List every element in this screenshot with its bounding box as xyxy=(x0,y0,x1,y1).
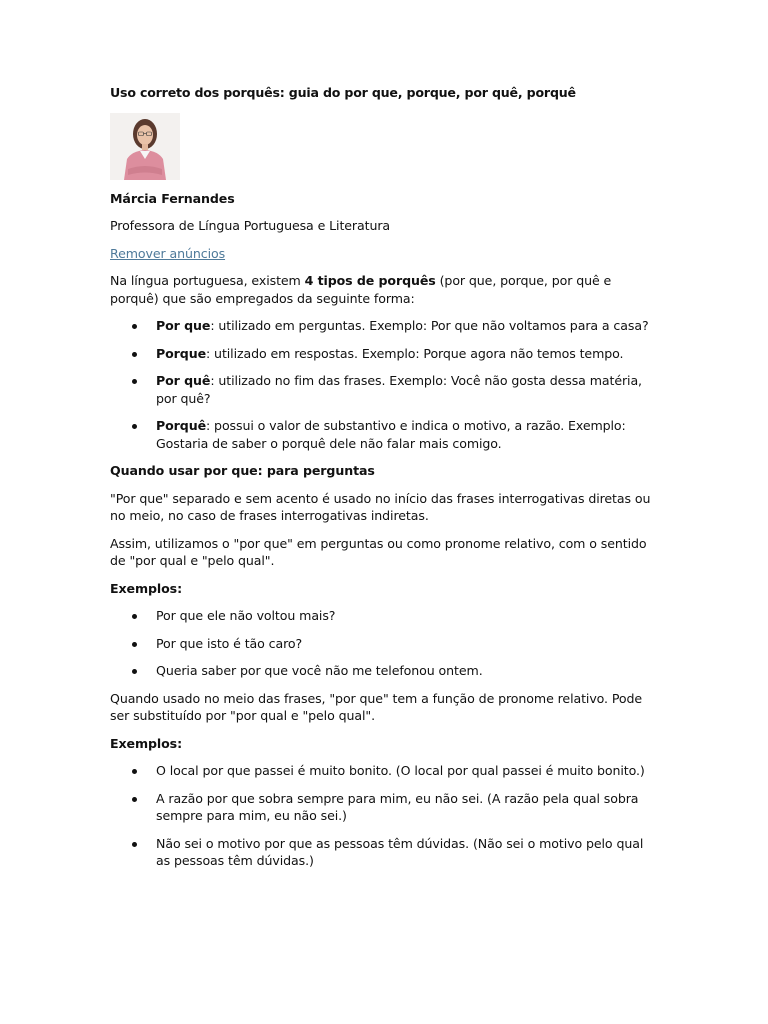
article-content xyxy=(110,84,658,880)
type-desc: : utilizado no fim das frases. Exemplo: Você não gosta dessa matéria, por quê? xyxy=(156,373,642,406)
author-name: Márcia Fernandes xyxy=(110,190,235,206)
type-desc: : utilizado em perguntas. Exemplo: Por que não voltamos para a casa? xyxy=(210,318,649,333)
section-heading: Quando usar por que: para perguntas xyxy=(110,463,375,478)
intro-paragraph xyxy=(110,272,658,307)
type-desc: : possui o valor de substantivo e indica o motivo, a razão. Exemplo: Gostaria de saber o porquê dele não falar mais comigo. xyxy=(156,418,626,451)
type-desc: : utilizado em respostas. Exemplo: Porque agora não temos tempo. xyxy=(206,345,624,361)
examples-label: Exemplos: xyxy=(110,580,183,596)
list-item xyxy=(110,372,658,407)
list-item: Não sei o motivo por que as pessoas têm dúvidas. (Não sei o motivo pelo qual as pessoas têm dúvidas.) xyxy=(110,835,658,870)
author-role: Professora de Língua Portuguesa e Literatura xyxy=(110,218,391,233)
intro-text-before: Na língua portuguesa, existem xyxy=(110,273,305,288)
porques-types-list xyxy=(110,317,658,452)
examples-list xyxy=(110,607,658,680)
list-item xyxy=(110,417,658,452)
list-item: A razão por que sobra sempre para mim, eu não sei. (A razão pela qual sobra sempre para mim, eu não sei.) xyxy=(110,790,658,825)
intro-text-after: (por que, porque, por quê e porquê) que são empregados da seguinte forma: xyxy=(110,273,612,306)
list-item: Por que ele não voltou mais? xyxy=(110,607,658,625)
type-term: Por que xyxy=(156,318,211,333)
list-item xyxy=(110,345,658,363)
remove-ads-link[interactable]: Remover anúncios xyxy=(110,245,226,261)
list-item: O local por que passei é muito bonito. (O local por qual passei é muito bonito.) xyxy=(110,762,658,780)
list-item xyxy=(110,317,658,335)
type-term: Por quê xyxy=(156,373,211,388)
intro-text-bold: 4 tipos de porquês xyxy=(304,273,436,288)
author-photo xyxy=(110,113,180,180)
article-title: Uso correto dos porquês: guia do por que, porque, por quê, porquê xyxy=(110,85,576,100)
type-term: Porque xyxy=(156,345,207,361)
type-term: Porquê xyxy=(156,418,207,433)
list-item: Por que isto é tão caro? xyxy=(110,635,658,653)
examples-list xyxy=(110,762,658,870)
examples-label: Exemplos: xyxy=(110,735,183,751)
section-paragraph: "Por que" separado e sem acento é usado no início das frases interrogativas diretas ou no meio, no caso de frases interrogativas indiretas. xyxy=(110,490,651,523)
section-paragraph: Assim, utilizamos o "por que" em perguntas ou como pronome relativo, com o sentido de "por qual e "pelo qual". xyxy=(110,535,647,568)
list-item: Queria saber por que você não me telefonou ontem. xyxy=(110,662,658,680)
section-paragraph: Quando usado no meio das frases, "por que" tem a função de pronome relativo. Pode ser substituído por "por qual e "pelo qual". xyxy=(110,690,643,723)
remove-ads-paragraph xyxy=(110,245,658,263)
